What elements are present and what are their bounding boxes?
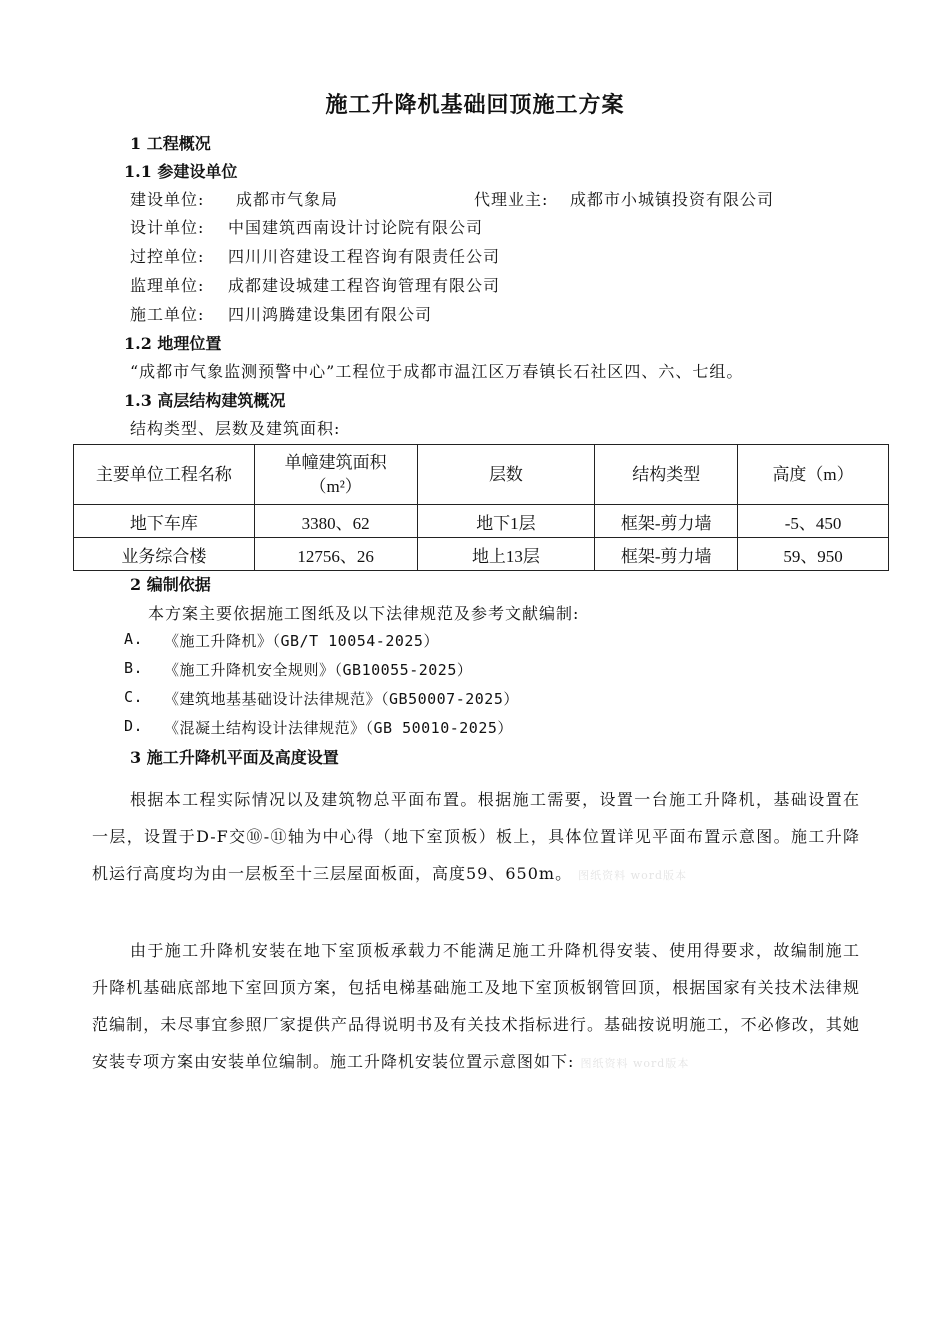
ref-letter: C. [124,688,144,706]
structure-table [73,444,889,571]
ref-letter: D. [124,717,144,735]
table-cell: 12756、26 [254,538,417,571]
table-cell: 业务综合楼 [74,538,255,571]
construction-unit-label: 建设单位: [130,190,205,209]
table-cell: 地下车库 [74,505,255,538]
supervision-unit-label: 监理单位: [130,276,205,295]
table-row [74,505,889,538]
header-unit-name: 主要单位工程名称 [74,445,255,505]
document-title: 施工升降机基础回顶施工方案 [325,92,625,118]
agent-owner-value: 成都市小城镇投资有限公司 [570,190,775,209]
faint-watermark-text: 图纸资料 word版本 [580,1057,690,1070]
header-structure-type: 结构类型 [595,445,738,505]
ref-text: 《施工升降机安全规则》（GB10055-2025） [164,661,473,679]
ref-text: 《混凝土结构设计法律规范》（GB 50010-2025） [164,719,513,737]
table-cell: 地上13层 [417,538,595,571]
table-row [74,538,889,571]
section-1-3-heading: 1.3 高层结构建筑概况 [124,391,286,410]
table-cell: 框架-剪力墙 [595,538,738,571]
header-area-label: 单幢建筑面积 [284,452,387,472]
agent-owner-label: 代理业主: [474,190,549,209]
ref-text: 《施工升降机》（GB/T 10054-2025） [164,632,439,650]
table-header-row [74,445,889,505]
paragraph-2-text: 由于施工升降机安装在地下室顶板承载力不能满足施工升降机得安装、使用得要求，故编制施工升降机基础底部地下室回顶方案，包括电梯基础施工及地下室顶板钢管回顶，根据国家有关技术法律规范编制，未尽事宜参照厂家提供产品得说明书及有关技术指标进行。基础按说明施工，不必修改，其她安装专项方案由安装单位编制。施工升降机安装位置示意图如下: [92,941,860,1071]
location-text: “成都市气象监测预警中心”工程位于成都市温江区万春镇长石社区四、六、七组。 [130,362,744,381]
ref-letter: B. [124,659,144,677]
section-1-1-heading: 1.1 参建设单位 [124,162,238,181]
builder-unit-label: 施工单位: [130,305,205,324]
construction-unit-value: 成都市气象局 [236,190,339,209]
paragraph-1 [92,781,860,894]
design-unit-label: 设计单位: [130,218,205,237]
design-unit-value: 中国建筑西南设计讨论院有限公司 [228,218,484,237]
section-3-heading: 3 施工升降机平面及高度设置 [130,748,339,767]
table-cell: 框架-剪力墙 [595,505,738,538]
supervision-unit-value: 成都建设城建工程咨询管理有限公司 [228,276,501,295]
ref-text: 《建筑地基基础设计法律规范》（GB50007-2025） [164,690,519,708]
control-unit-label: 过控单位: [130,247,205,266]
structure-intro: 结构类型、层数及建筑面积: [130,419,341,438]
section-1-heading: 1 工程概况 [130,134,211,153]
faint-watermark-text: 图纸资料 word版本 [578,869,688,882]
basis-intro: 本方案主要依据施工图纸及以下法律规范及参考文献编制: [148,604,580,623]
paragraph-2 [92,932,860,1082]
section-2-heading: 2 编制依据 [130,575,211,594]
header-area-unit: （m²） [309,476,362,496]
ref-letter: A. [124,630,144,648]
table-cell: 地下1层 [417,505,595,538]
section-1-2-heading: 1.2 地理位置 [124,334,222,353]
header-area [254,445,417,505]
paragraph-1-text: 根据本工程实际情况以及建筑物总平面布置。根据施工需要，设置一台施工升降机，基础设置在一层，设置于D-F交⑩-⑪轴为中心得（地下室顶板）板上，具体位置详见平面布置示意图。施工升降机运行高度均为由一层板至十三层屋面板面，高度59、650m。 [92,790,860,883]
control-unit-value: 四川川咨建设工程咨询有限责任公司 [228,247,501,266]
table-cell: 59、950 [738,538,889,571]
table-cell: 3380、62 [254,505,417,538]
header-floors: 层数 [417,445,595,505]
builder-unit-value: 四川鸿腾建设集团有限公司 [228,305,433,324]
table-cell: -5、450 [738,505,889,538]
header-height: 高度（m） [738,445,889,505]
